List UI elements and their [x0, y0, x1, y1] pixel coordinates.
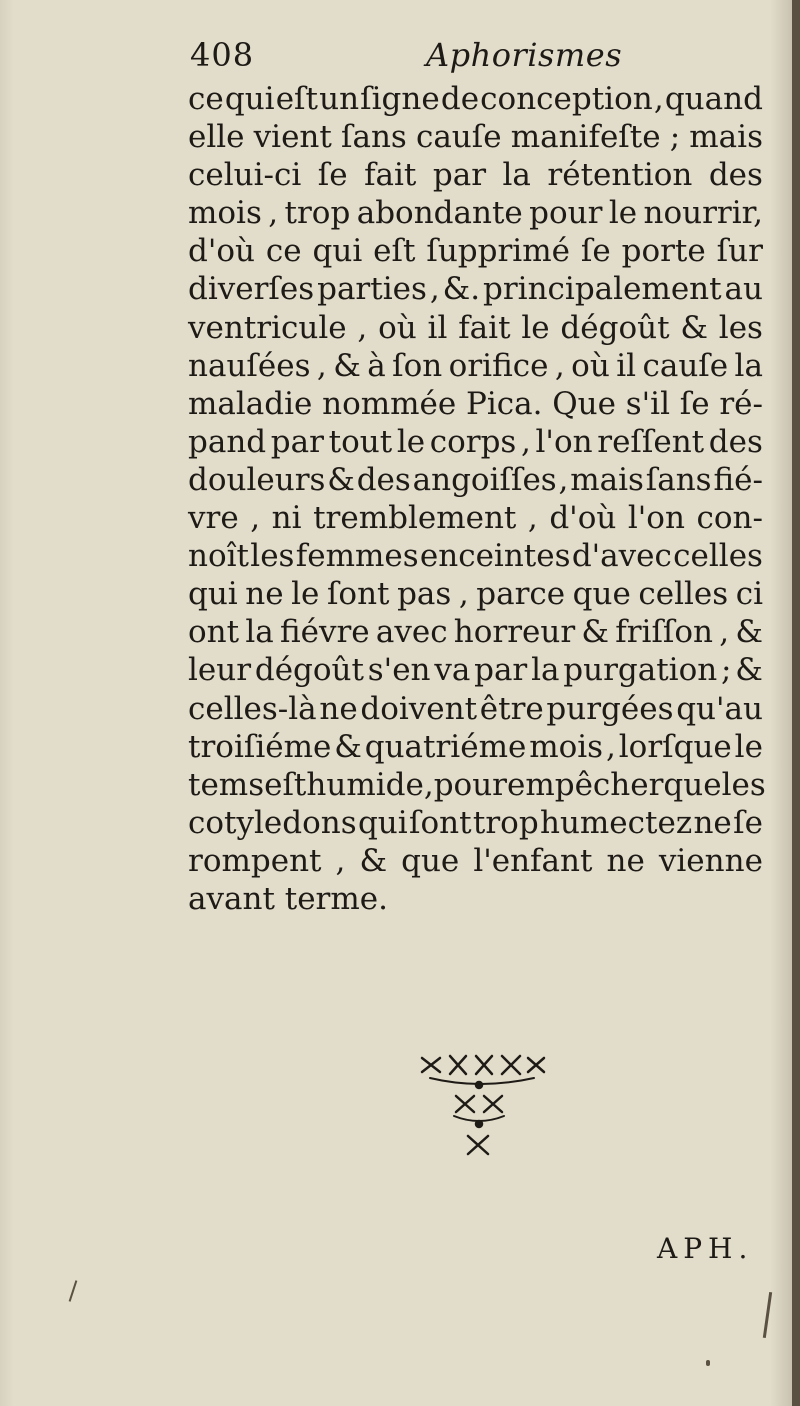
word: trop — [284, 195, 351, 232]
word: au — [724, 271, 763, 308]
text-line — [188, 80, 763, 118]
running-head: Aphorismes — [426, 36, 623, 74]
word: ne — [606, 842, 645, 879]
word: , — [653, 81, 664, 117]
word: conception — [480, 81, 653, 117]
word: ſe — [679, 385, 710, 422]
word: ont — [188, 614, 240, 651]
word: ne — [693, 804, 732, 841]
text-line — [188, 156, 763, 194]
word: celui-ci — [188, 157, 302, 194]
word: eſt — [373, 233, 416, 270]
word: avec — [375, 614, 448, 651]
word: parties — [317, 271, 427, 308]
word: & — [333, 347, 361, 384]
word: troiſiéme — [188, 728, 332, 765]
word: dégoût — [560, 309, 670, 346]
word: angoiſſes — [412, 461, 557, 498]
word: , — [521, 423, 531, 460]
page-header — [190, 36, 750, 84]
word: & — [327, 461, 355, 498]
word: des — [708, 157, 763, 194]
word: celles — [638, 576, 729, 613]
text-line — [188, 766, 766, 804]
word: elle — [188, 119, 245, 156]
word: mois — [529, 728, 604, 765]
word: rétention — [547, 157, 693, 194]
word: le — [291, 576, 320, 613]
word: le — [396, 423, 426, 460]
word: le — [734, 728, 763, 765]
word: mois — [188, 195, 262, 232]
word: ni — [271, 500, 302, 537]
word: les — [721, 766, 766, 803]
word: il — [427, 309, 448, 346]
word: maladie — [188, 385, 313, 422]
word: cotyledons — [188, 804, 357, 841]
word: ne — [319, 690, 358, 727]
word: ſur — [716, 233, 763, 270]
margin-mark — [69, 1280, 78, 1302]
word: tems — [188, 766, 265, 803]
text-line — [188, 613, 763, 651]
word: purgées — [546, 690, 674, 727]
word: orifice — [448, 347, 549, 384]
text-line — [188, 842, 763, 880]
word: d'avec — [571, 538, 672, 575]
word: de — [440, 81, 480, 117]
word: , — [527, 500, 538, 537]
word: lorſque — [618, 728, 732, 765]
word: fait — [458, 309, 511, 346]
word: &. — [442, 271, 481, 308]
word: quatriéme — [364, 728, 527, 765]
word: nauſées — [188, 347, 311, 384]
text-line — [188, 575, 763, 613]
text-line: avant terme. — [188, 880, 388, 917]
word: eſt — [264, 766, 307, 803]
word: l'on — [627, 500, 685, 537]
word: friſſon — [615, 614, 714, 651]
text-line — [188, 423, 763, 461]
word: le — [521, 309, 550, 346]
word: d'où — [188, 233, 255, 270]
text-line — [188, 118, 763, 156]
word: ; — [669, 119, 681, 156]
word: , — [558, 461, 569, 498]
word: empêcher — [506, 766, 664, 803]
word: des — [708, 423, 763, 460]
word: où — [571, 347, 610, 384]
word: qui — [188, 576, 238, 613]
word: humide — [306, 766, 424, 803]
word: eſt — [275, 81, 318, 117]
page-number: 408 — [190, 36, 255, 74]
word: quand — [664, 81, 763, 117]
word: nommée — [322, 385, 457, 422]
word: ſont — [326, 576, 390, 613]
word: va — [434, 652, 471, 689]
word: horreur — [453, 614, 576, 651]
word: d'où — [549, 500, 617, 537]
word: vient — [253, 119, 332, 156]
word: vre — [188, 500, 239, 537]
word: Pica. — [466, 385, 543, 422]
word: abondante — [356, 195, 523, 232]
word: femmes — [295, 538, 419, 575]
word: fié- — [713, 461, 763, 498]
word: doivent — [360, 690, 478, 727]
word: ré- — [719, 385, 763, 422]
word: ſon — [392, 347, 443, 384]
word: tremblement — [313, 500, 517, 537]
word: il — [616, 347, 637, 384]
word: , — [719, 614, 730, 651]
page-edge-shadow — [792, 0, 800, 1406]
text-line — [188, 194, 763, 232]
word: dégoût — [254, 652, 364, 689]
word: par — [270, 423, 324, 460]
word: manifeſte — [510, 119, 661, 156]
word: que — [572, 576, 631, 613]
word: ce — [265, 233, 302, 270]
word: qui — [224, 81, 275, 117]
text-line — [188, 651, 763, 689]
word: leur — [188, 652, 252, 689]
text-line — [188, 537, 763, 575]
word: rompent — [188, 842, 322, 879]
word: trop — [472, 804, 539, 841]
word: s'il — [625, 385, 670, 422]
word: mais — [570, 461, 644, 498]
word: parce — [476, 576, 566, 613]
word: pour — [433, 766, 507, 803]
word: fiévre — [279, 614, 370, 651]
word: les — [718, 309, 763, 346]
word: ce — [188, 81, 224, 117]
text-line — [188, 347, 763, 385]
word: purgation — [563, 652, 718, 689]
word: cauſe — [642, 347, 729, 384]
word: où — [378, 309, 417, 346]
text-line — [188, 270, 763, 308]
text-line — [188, 309, 763, 347]
word: s'en — [367, 652, 431, 689]
word: ſont — [409, 804, 472, 841]
word: qu'au — [676, 690, 763, 727]
word: porte — [621, 233, 706, 270]
word: & — [735, 614, 763, 651]
word: & — [359, 842, 388, 879]
word: , — [335, 842, 346, 879]
word: à — [367, 347, 386, 384]
word: ſans — [645, 461, 712, 498]
word: & — [581, 614, 610, 651]
word: ; — [721, 652, 732, 689]
word: l'on — [535, 423, 593, 460]
word: pand — [188, 423, 267, 460]
word: la — [502, 157, 531, 194]
word: cauſe — [415, 119, 502, 156]
word: , — [429, 271, 440, 308]
word: humectez — [539, 804, 693, 841]
word: diverſes — [188, 271, 315, 308]
word: , — [316, 347, 327, 384]
word: reſſent — [597, 423, 705, 460]
word: tout — [328, 423, 393, 460]
word: con- — [696, 500, 763, 537]
word: , — [423, 766, 434, 803]
word: Que — [552, 385, 616, 422]
body-text — [188, 80, 766, 918]
word: ne — [245, 576, 284, 613]
word: ſigne — [360, 81, 440, 117]
word: l'enfant — [473, 842, 593, 879]
word: ſe — [317, 157, 348, 194]
text-line — [188, 728, 763, 766]
word: , — [357, 309, 368, 346]
word: ſe — [733, 804, 763, 841]
word: noît — [188, 538, 250, 575]
text-line — [188, 690, 763, 728]
word: un — [319, 81, 360, 117]
text-line — [188, 499, 763, 537]
catchword: APH. — [657, 1232, 754, 1265]
word: , — [458, 576, 469, 613]
text-line — [188, 461, 763, 499]
word: la — [734, 347, 763, 384]
word: être — [479, 690, 544, 727]
word: & — [735, 652, 763, 689]
word: ci — [735, 576, 763, 613]
word: ſupprimé — [426, 233, 570, 270]
word: & — [680, 309, 708, 346]
word: celles-là — [188, 690, 317, 727]
word: la — [245, 614, 274, 651]
word: la — [531, 652, 560, 689]
word: ventricule — [188, 309, 347, 346]
word: celles — [673, 538, 763, 575]
word: par — [432, 157, 487, 194]
word: que — [663, 766, 722, 803]
text-line — [188, 385, 763, 423]
word: que — [401, 842, 460, 879]
text-line — [188, 804, 763, 842]
word: pas — [397, 576, 452, 613]
word: mais — [689, 119, 763, 156]
word: des — [356, 461, 411, 498]
word: , — [554, 347, 565, 384]
word: , — [250, 500, 261, 537]
margin-mark — [706, 1360, 710, 1366]
text-line — [188, 232, 763, 270]
word: , — [605, 728, 616, 765]
word: nourrir, — [643, 195, 763, 232]
word: fait — [364, 157, 417, 194]
word: corps — [429, 423, 517, 460]
word: pour — [529, 195, 603, 232]
margin-mark — [763, 1292, 772, 1338]
word: & — [334, 728, 362, 765]
word: principalement — [483, 271, 722, 308]
word: le — [608, 195, 638, 232]
word: vienne — [658, 842, 763, 879]
word: par — [474, 652, 528, 689]
fleuron-ornament-icon — [410, 1050, 550, 1170]
word: qui — [312, 233, 363, 270]
word: , — [268, 195, 279, 232]
word: douleurs — [188, 461, 326, 498]
word: ſans — [340, 119, 407, 156]
word: enceintes — [419, 538, 571, 575]
word: qui — [357, 804, 408, 841]
word: les — [250, 538, 295, 575]
word: ſe — [580, 233, 611, 270]
